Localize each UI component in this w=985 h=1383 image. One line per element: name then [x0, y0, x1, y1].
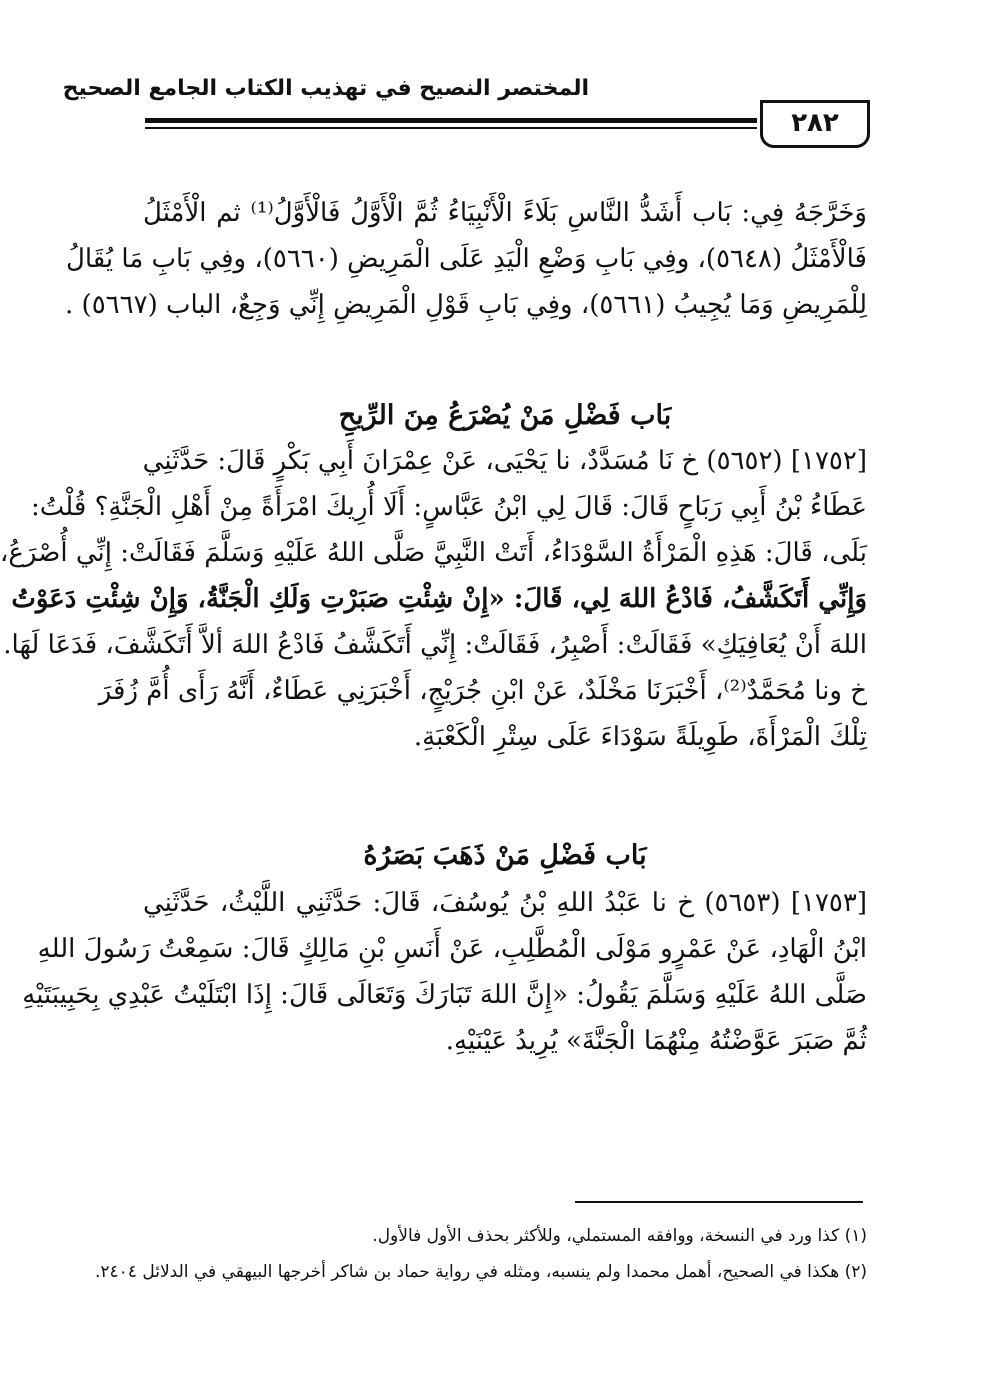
text-line: ابْنُ الْهَادِ، عَنْ عَمْرٍو مَوْلَى الْمُطَّلِبِ، عَنْ أَنَسِ بْنِ مَالِكٍ قَالَ: سَمِعْتُ رَسُولَ اللهِ: [37, 934, 867, 964]
hadith-1753: [22, 880, 867, 1064]
text-line: عَطَاءُ بْنُ أَبِي رَبَاحٍ قَالَ: قَالَ لِي ابْنُ عَبَّاسٍ: أَلَا أُرِيكَ امْرَأَةً مِنْ أَهْلِ الْجَنَّةِ؟ قُلْتُ:: [31, 492, 867, 522]
text-line: صَلَّى اللهُ عَلَيْهِ وَسَلَّمَ يَقُولُ: «إِنَّ اللهَ تَبَارَكَ وَتَعَالَى قَالَ: إِذَا ابْتَلَيْتُ عَبْدِي بِحَبِيبَتَيْهِ: [22, 980, 867, 1010]
footnote-separator: [575, 1201, 863, 1203]
chapter-heading: بَاب فَضْلِ مَنْ يُصْرَعُ مِنَ الرِّيحِ: [338, 400, 672, 431]
text-line: فَالْأَمْثَلُ (٥٦٤٨)، وفِي بَابِ وَضْعِ الْيَدِ عَلَى الْمَرِيضِ (٥٦٦٠)، وفِي بَابِ مَا يُقَالُ: [65, 244, 867, 274]
footnote: (١) كذا ورد في النسخة، ووافقه المستملي، وللأكثر بحذف الأول فالأول.: [372, 1226, 867, 1246]
header-rule-thick: [145, 118, 757, 123]
text-line: [١٧٥٢] (٥٦٥٢) خ نَا مُسَدَّدٌ، نا يَحْيَى، عَنْ عِمْرَانَ أَبِي بَكْرٍ قَالَ: حَدَّثَنِي: [142, 446, 867, 476]
text-line: تِلْكَ الْمَرْأَةَ، طَوِيلَةً سَوْدَاءَ عَلَى سِتْرِ الْكَعْبَةِ.: [413, 722, 867, 752]
text-line: وَإِنِّي أَتَكَشَّفُ، فَادْعُ اللهَ لِي، قَالَ: «إِنْ شِئْتِ صَبَرْتِ وَلَكِ الْجَنَّةُ، وَإِنْ شِئْتِ دَعَوْتُ: [11, 584, 867, 614]
text-line: وَخَرَّجَهُ فِي: بَاب أَشَدُّ النَّاسِ بَلَاءً الْأَنْبِيَاءُ ثُمَّ الْأَوَّلُ فَالْأَوَّلُ⁽¹⁾ ثم الْأَمْثَلُ: [143, 198, 867, 228]
text-line: بَلَى، قَالَ: هَذِهِ الْمَرْأَةُ السَّوْدَاءُ، أَتَتْ النَّبِيَّ صَلَّى اللهُ عَلَيْهِ وَسَلَّمَ فَقَالَتْ: إِنِّي أُصْرَعُ،: [0, 538, 867, 568]
text-line: [١٧٥٣] (٥٦٥٣) خ نا عَبْدُ اللهِ بْنُ يُوسُفَ، قَالَ: حَدَّثَنِي اللَّيْثُ، حَدَّثَنِي: [143, 888, 867, 918]
page-number: ٢٨٢: [760, 100, 870, 148]
chapter-heading: بَاب فَضْلِ مَنْ ذَهَبَ بَصَرُهُ: [363, 840, 647, 871]
text-line: خ ونا مُحَمَّدٌ⁽²⁾، أَخْبَرَنَا مَخْلَدٌ، عَنْ ابْنِ جُرَيْجٍ، أَخْبَرَنِي عَطَاءٌ، أَنَّهُ رَأَى أُمَّ زُفَرَ: [98, 676, 867, 706]
header-rule-thin: [145, 127, 757, 129]
running-title: المختصر النصيح في تهذيب الكتاب الجامع الصحيح: [62, 76, 589, 101]
text-line: اللهَ أَنْ يُعَافِيَكِ» فَقَالَتْ: أَصْبِرُ، فَقَالَتْ: إِنِّي أَتَكَشَّفُ فَادْعُ اللهَ ألاَّ أَتَكَشَّفَ، فَدَعَا لَهَا.: [3, 630, 867, 660]
hadith-1752: [0, 438, 867, 760]
footnotes: [95, 1218, 867, 1290]
text-line: لِلْمَرِيضِ وَمَا يُجِيبُ (٥٦٦١)، وفِي بَابِ قَوْلِ الْمَرِيضِ إِنِّي وَجِعٌ، الباب (٥٦٦٧) .: [65, 290, 867, 320]
footnote: (٢) هكذا في الصحيح، أهمل محمدا ولم ينسبه، ومثله في رواية حماد بن شاكر أخرجها البيهقي في الدلائل ٢٤٠٤.: [95, 1262, 867, 1282]
intro-paragraph: [65, 190, 867, 328]
text-line: ثُمَّ صَبَرَ عَوَّضْتُهُ مِنْهُمَا الْجَنَّةَ» يُرِيدُ عَيْنَيْهِ.: [445, 1026, 867, 1056]
